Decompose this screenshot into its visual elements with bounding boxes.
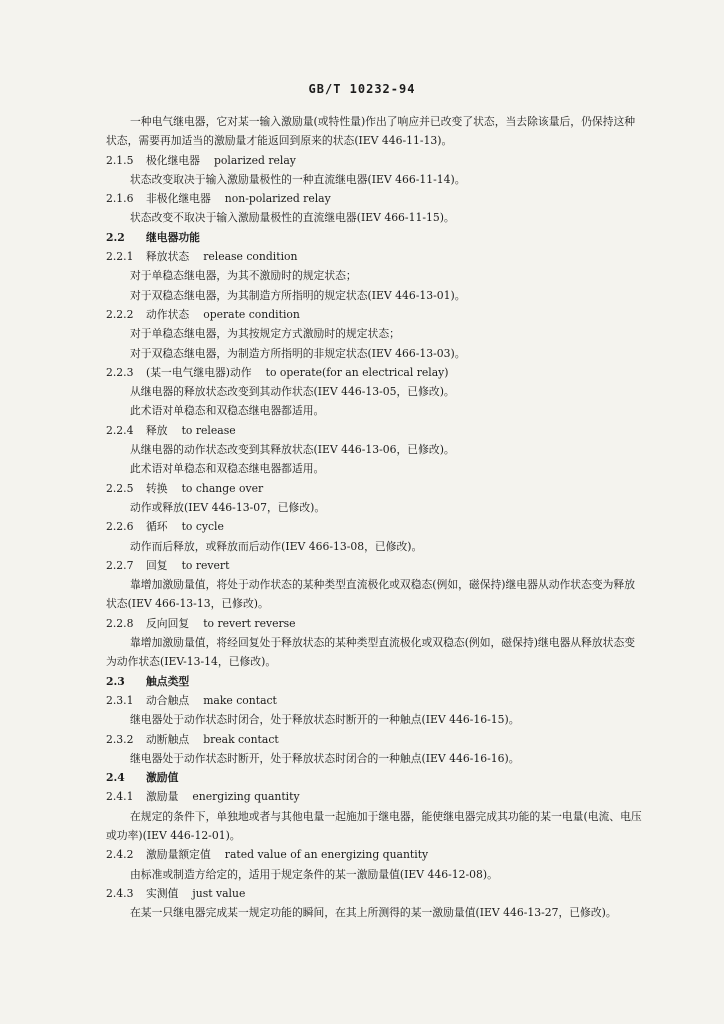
term-chinese: 动断触点 [146, 732, 190, 746]
term-number: 2.2.2 [106, 307, 134, 321]
term-english: to revert [181, 558, 230, 572]
term-entry [106, 363, 642, 382]
term-english: polarized relay [213, 153, 296, 167]
definition-line: 继电器处于动作状态时断开，处于释放状态时闭合的一种触点(IEV 446-16-16)。 [130, 751, 520, 765]
term-english: just value [192, 886, 246, 900]
paragraph: 靠增加激励量值，将经回复处于释放状态的某种类型直流极化或双稳态(例如，磁保持)继电器从释放状态变为动作状态(IEV-13-14，已修改)。 [106, 636, 636, 669]
definition-line: 从继电器的释放状态改变到其动作状态(IEV 446-13-05，已修改)。 [130, 385, 455, 399]
term-number: 2.2.8 [106, 616, 134, 630]
term-english: to release [181, 423, 236, 437]
section-heading [106, 768, 642, 787]
term-entry [106, 730, 642, 749]
term-number: 2.4.3 [106, 886, 134, 900]
definition-line: 动作而后释放，或释放而后动作(IEV 466-13-08，已修改)。 [130, 539, 423, 553]
page-header: GB/T 10232-94 [308, 82, 416, 96]
term-entry [106, 517, 642, 536]
term-english: operate condition [203, 307, 300, 321]
term-number: 2.4.2 [106, 848, 134, 862]
term-chinese: 动合触点 [146, 693, 190, 707]
definition-line: 动作或释放(IEV 446-13-07，已修改)。 [130, 500, 326, 514]
term-number: 2.2.4 [106, 423, 134, 437]
term-entry [106, 884, 642, 903]
document-body [106, 112, 642, 922]
term-entry [106, 691, 642, 710]
section-number: 2.2 [106, 230, 125, 244]
term-entry [106, 151, 642, 170]
term-chinese: 激励量 [146, 790, 179, 804]
term-entry [106, 189, 642, 208]
term-number: 2.4.1 [106, 790, 134, 804]
paragraph: 一种电气继电器，它对某一输入激励量(或特性量)作出了响应并已改变了状态，当去除该量后，仍保持这种状态，需要再加适当的激励量才能返回到原来的状态(IEV 446-11-13)。 [106, 115, 636, 148]
term-english: break contact [203, 732, 279, 746]
term-entry [106, 479, 642, 498]
term-number: 2.1.6 [106, 192, 134, 206]
term-number: 2.2.3 [106, 365, 134, 379]
paragraph: 靠增加激励量值，将处于动作状态的某种类型直流极化或双稳态(例如，磁保持)继电器从动作状态变为释放状态(IEV 466-13-13，已修改)。 [106, 578, 636, 611]
section-title: 激励值 [146, 771, 179, 785]
term-chinese: 转换 [146, 481, 168, 495]
term-number: 2.3.2 [106, 732, 134, 746]
term-english: to change over [181, 481, 264, 495]
term-chinese: 回复 [146, 558, 168, 572]
paragraph: 在规定的条件下，单独地或者与其他电量一起施加于继电器，能使继电器完成其功能的某一电量(电流、电压或功率)(IEV 446-12-01)。 [106, 809, 642, 842]
term-entry [106, 845, 642, 864]
term-english: to cycle [181, 520, 224, 534]
section-title: 继电器功能 [146, 230, 200, 244]
term-chinese: (某一电气继电器)动作 [146, 365, 252, 379]
term-entry [106, 787, 642, 806]
definition-line: 继电器处于动作状态时闭合，处于释放状态时断开的一种触点(IEV 446-16-15)。 [130, 713, 520, 727]
definition-line: 对于双稳态继电器，为制造方所指明的非规定状态(IEV 466-13-03)。 [130, 346, 466, 360]
term-chinese: 释放 [146, 423, 168, 437]
term-english: non-polarized relay [224, 192, 331, 206]
term-english: to revert reverse [203, 616, 296, 630]
term-chinese: 激励量额定值 [146, 848, 211, 862]
term-chinese: 释放状态 [146, 250, 190, 264]
definition-line: 对于单稳态继电器，为其不激励时的规定状态； [130, 269, 357, 283]
term-entry [106, 421, 642, 440]
term-chinese: 非极化继电器 [146, 192, 211, 206]
term-entry [106, 305, 642, 324]
section-heading [106, 672, 642, 691]
definition-line: 对于双稳态继电器，为其制造方所指明的规定状态(IEV 446-13-01)。 [130, 288, 466, 302]
term-entry [106, 614, 642, 633]
term-english: rated value of an energizing quantity [224, 848, 429, 862]
term-english: to operate(for an electrical relay) [265, 365, 449, 379]
definition-line: 由标准或制造方给定的，适用于规定条件的某一激励量值(IEV 446-12-08)。 [130, 867, 498, 881]
term-entry [106, 247, 642, 266]
section-heading [106, 228, 642, 247]
term-english: release condition [203, 250, 298, 264]
term-number: 2.2.7 [106, 558, 134, 572]
term-chinese: 动作状态 [146, 307, 190, 321]
term-chinese: 反向回复 [146, 616, 190, 630]
term-chinese: 极化继电器 [146, 153, 200, 167]
definition-line: 此术语对单稳态和双稳态继电器都适用。 [130, 404, 325, 418]
definition-line: 此术语对单稳态和双稳态继电器都适用。 [130, 462, 325, 476]
definition-line: 对于单稳态继电器，为其按规定方式激励时的规定状态； [130, 327, 400, 341]
definition-line: 状态改变取决于输入激励量极性的一种直流继电器(IEV 466-11-14)。 [130, 172, 466, 186]
section-title: 触点类型 [146, 674, 190, 688]
section-number: 2.3 [106, 674, 125, 688]
term-chinese: 循环 [146, 520, 168, 534]
section-number: 2.4 [106, 771, 125, 785]
term-entry [106, 556, 642, 575]
term-number: 2.3.1 [106, 693, 134, 707]
term-number: 2.2.5 [106, 481, 134, 495]
paragraph: 在某一只继电器完成某一规定功能的瞬间，在其上所测得的某一激励量值(IEV 446-13-27，已修改)。 [130, 906, 617, 920]
term-number: 2.2.6 [106, 520, 134, 534]
term-chinese: 实测值 [146, 886, 179, 900]
definition-line: 状态改变不取决于输入激励量极性的直流继电器(IEV 466-11-15)。 [130, 211, 455, 225]
term-english: energizing quantity [192, 790, 300, 804]
definition-line: 从继电器的动作状态改变到其释放状态(IEV 446-13-06，已修改)。 [130, 443, 455, 457]
term-number: 2.2.1 [106, 250, 134, 264]
term-number: 2.1.5 [106, 153, 134, 167]
term-english: make contact [203, 693, 277, 707]
